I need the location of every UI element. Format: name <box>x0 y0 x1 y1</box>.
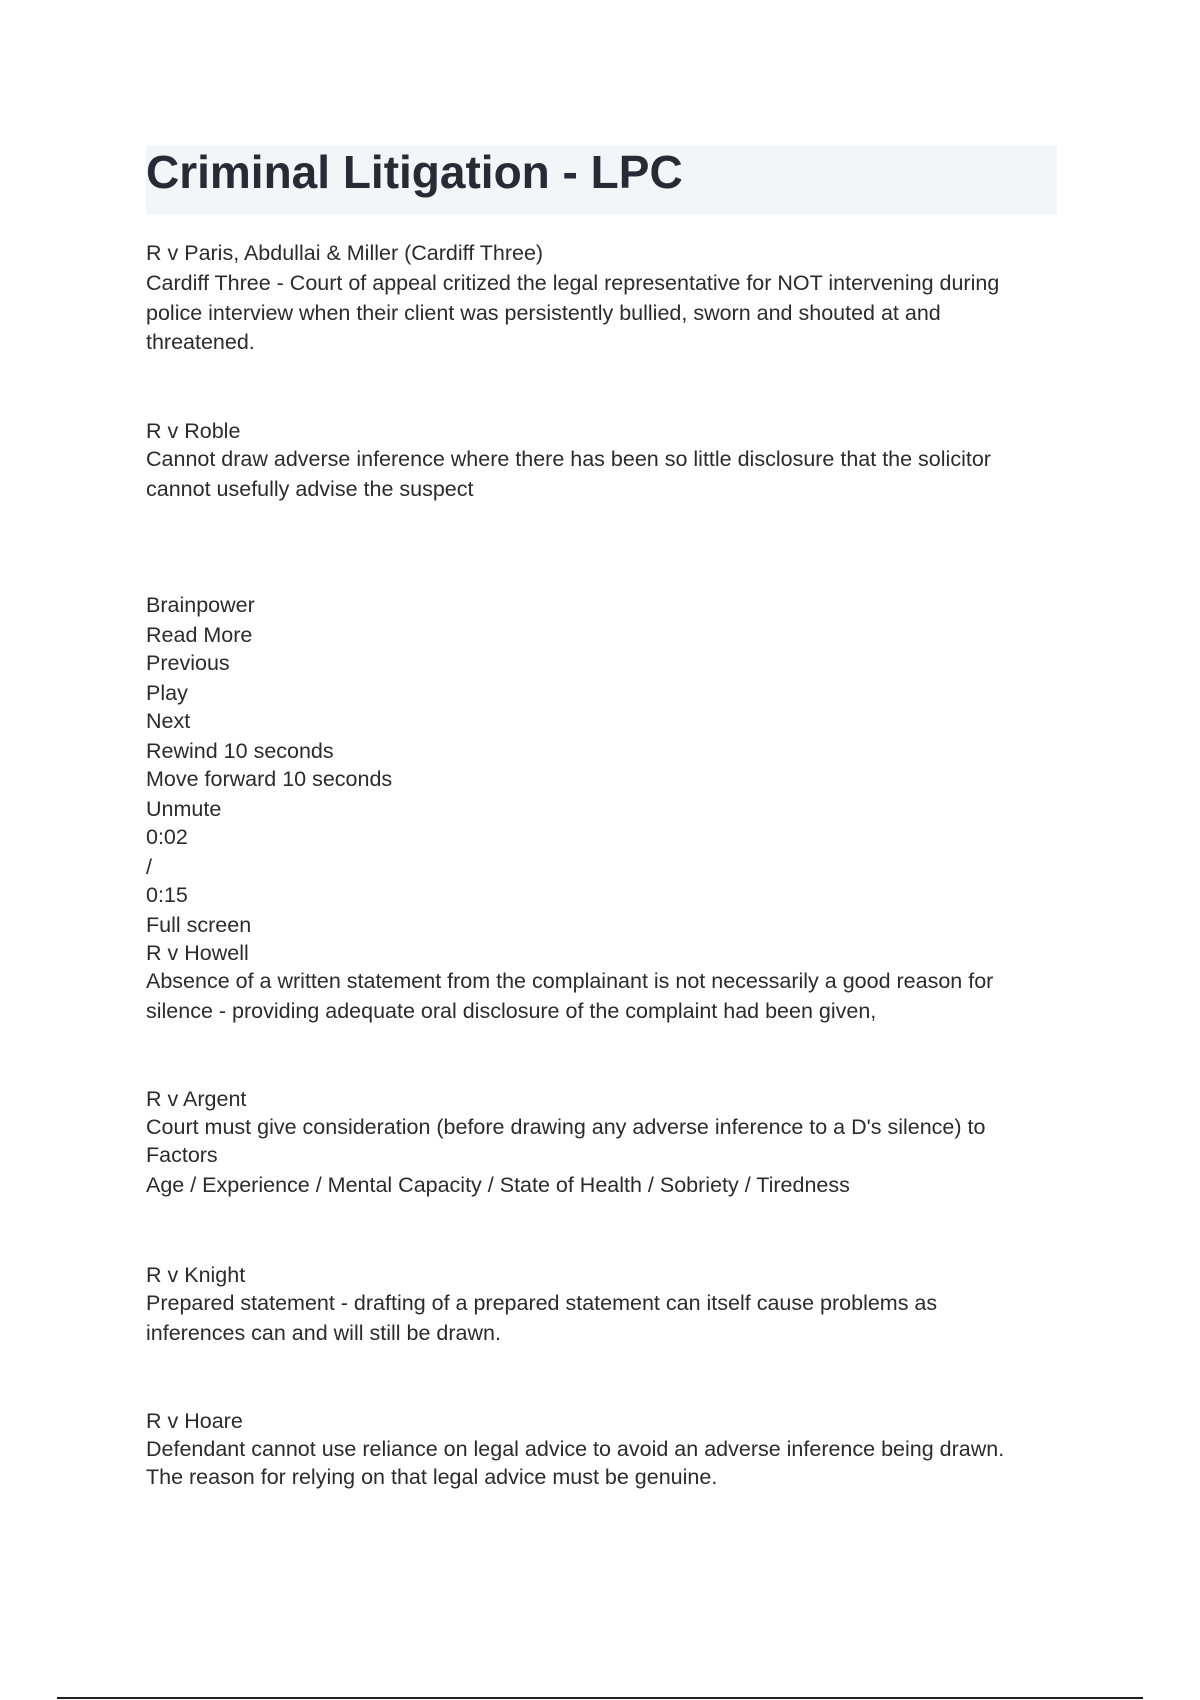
duration: 0:15 <box>146 883 188 907</box>
case-note-line: Cardiff Three - Court of appeal critized the legal representative for NOT intervening during <box>146 271 1000 295</box>
case-name: R v Hoare <box>146 1409 243 1433</box>
previous-button[interactable]: Previous <box>146 651 230 675</box>
case-note-line: cannot usefully advise the suspect <box>146 477 474 501</box>
case-name: R v Knight <box>146 1263 246 1287</box>
unmute-button[interactable]: Unmute <box>146 797 222 821</box>
case-note-line: silence - providing adequate oral disclosure of the complaint had been given, <box>146 999 877 1023</box>
case-name: R v Argent <box>146 1087 247 1111</box>
case-note-line: Absence of a written statement from the complainant is not necessarily a good reason for <box>146 969 994 993</box>
case-note-line: threatened. <box>146 330 255 354</box>
case-note-line: Defendant cannot use reliance on legal advice to avoid an adverse inference being drawn. <box>146 1437 1005 1461</box>
case-note-line: Factors <box>146 1143 218 1167</box>
case-name: R v Howell <box>146 941 249 965</box>
read-more-link[interactable]: Read More <box>146 623 253 647</box>
next-button[interactable]: Next <box>146 709 191 733</box>
case-name: R v Roble <box>146 419 241 443</box>
case-note-line: Prepared statement - drafting of a prepared statement can itself cause problems as <box>146 1291 938 1315</box>
forward-button[interactable]: Move forward 10 seconds <box>146 767 393 791</box>
fullscreen-button[interactable]: Full screen <box>146 913 252 937</box>
time-separator: / <box>146 855 152 879</box>
player-brand: Brainpower <box>146 593 255 617</box>
case-name: R v Paris, Abdullai & Miller (Cardiff Three) <box>146 241 544 265</box>
case-note-line: police interview when their client was persistently bullied, sworn and shouted at and <box>146 301 941 325</box>
case-note-line: Court must give consideration (before drawing any adverse inference to a D's silence) to <box>146 1115 986 1139</box>
play-button[interactable]: Play <box>146 681 188 705</box>
case-note-line: inferences can and will still be drawn. <box>146 1321 501 1345</box>
page-title: Criminal Litigation - LPC <box>146 146 683 198</box>
rewind-button[interactable]: Rewind 10 seconds <box>146 739 334 763</box>
case-note-line: The reason for relying on that legal advice must be genuine. <box>146 1465 718 1489</box>
case-note-line: Cannot draw adverse inference where there has been so little disclosure that the solicitor <box>146 447 991 471</box>
page-divider <box>57 1697 1143 1699</box>
case-note-line: Age / Experience / Mental Capacity / State of Health / Sobriety / Tiredness <box>146 1173 850 1197</box>
current-time: 0:02 <box>146 825 188 849</box>
